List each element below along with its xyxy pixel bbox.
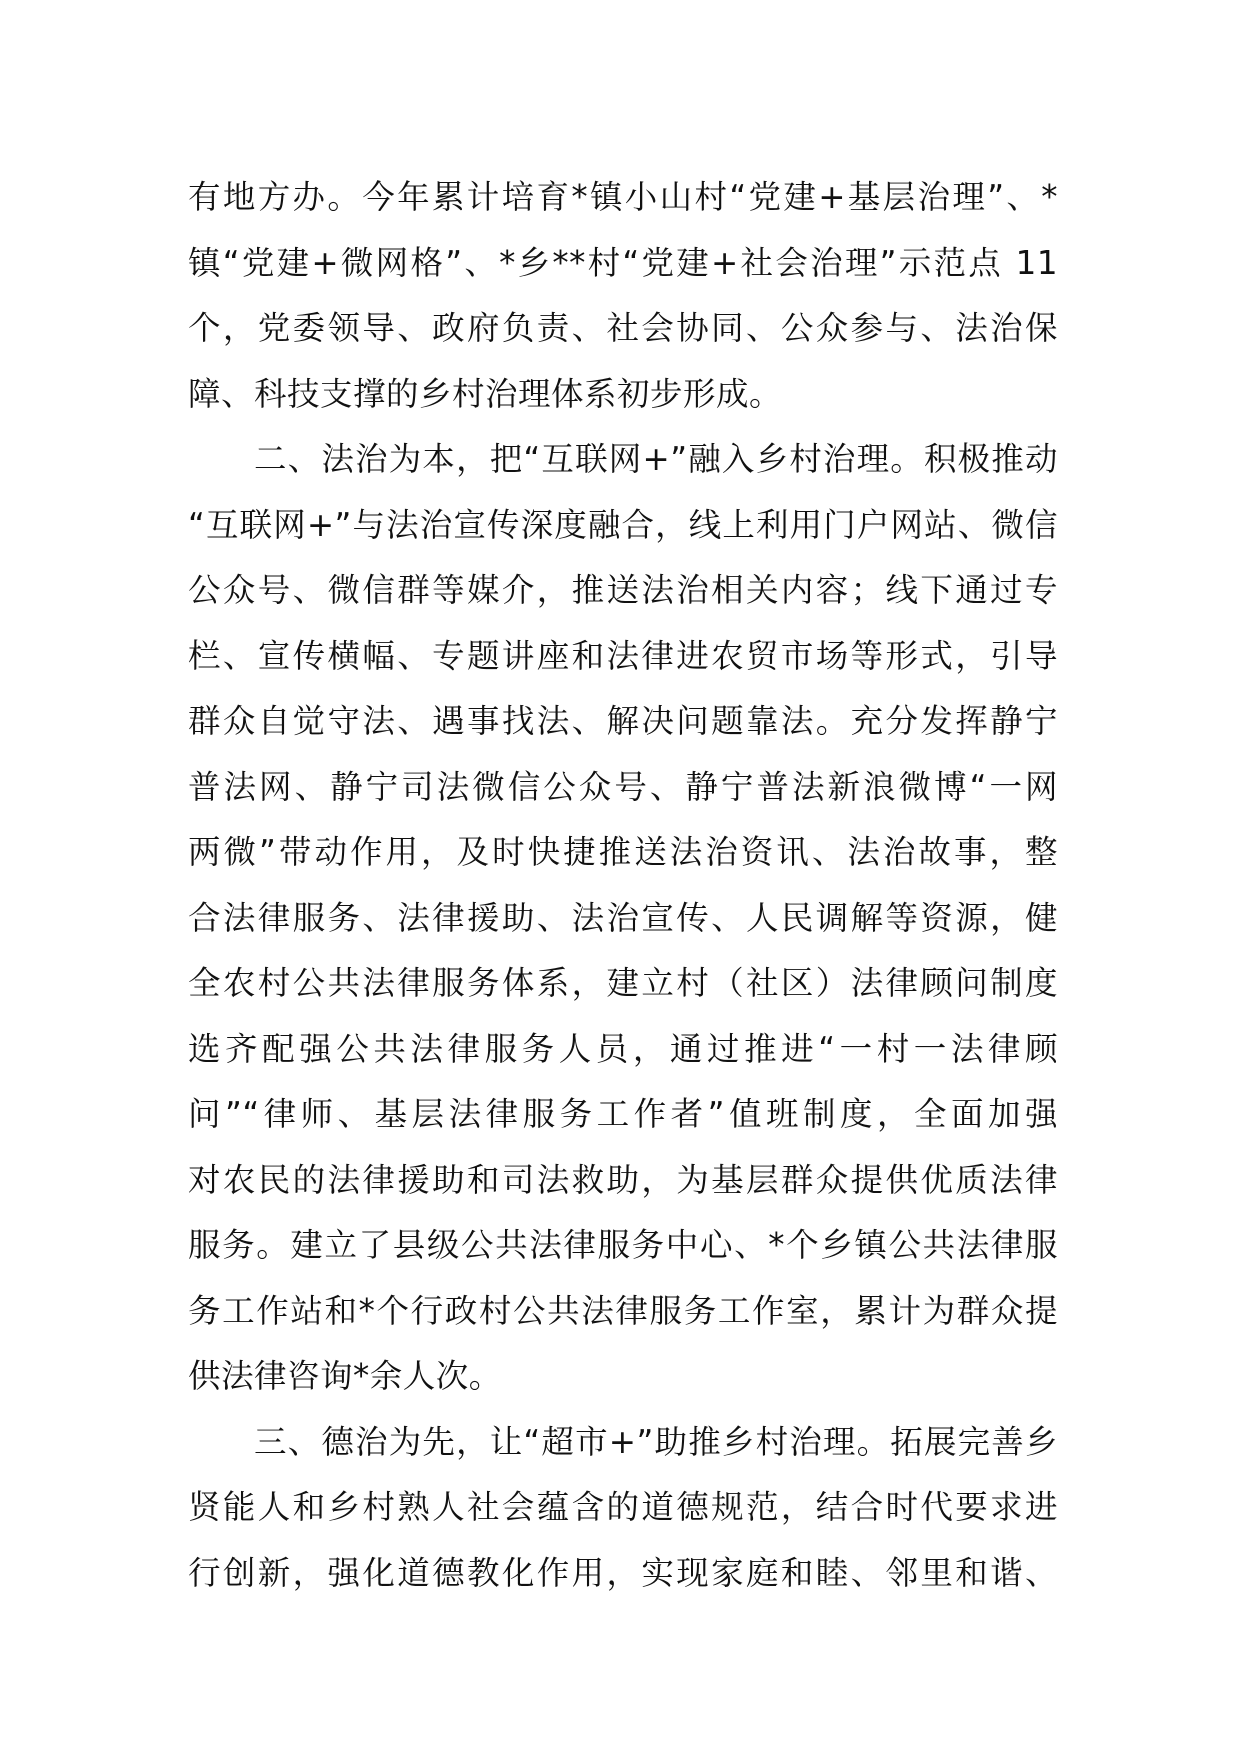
text-line: 选齐配强公共法律服务人员，通过推进“一村一法律顾 [188,1029,1058,1068]
text-line: 障、科技支撑的乡村治理体系初步形成。 [188,374,783,413]
text-line: 对农民的法律援助和司法救助，为基层群众提供优质法律 [188,1160,1058,1199]
text-line: 供法律咨询*余人次。 [188,1357,502,1395]
text-line: 公众号、微信群等媒介，推送法治相关内容；线下通过专 [188,571,1058,609]
body-text [188,165,1058,1606]
text-line: 合法律服务、法律援助、法治宣传、人民调解等资源，健 [188,898,1058,937]
text-line: 普法网、静宁司法微信公众号、静宁普法新浪微博“一网 [188,767,1058,806]
text-line: “互联网+”与法治宣传深度融合，线上利用门户网站、微信 [188,505,1058,544]
text-line: 行创新，强化道德教化作用，实现家庭和睦、邻里和谐、 [188,1553,1058,1592]
text-line: 有地方办。今年累计培育*镇小山村“党建+基层治理”、* [188,178,1058,216]
text-line: 贤能人和乡村熟人社会蕴含的道德规范，结合时代要求进 [188,1488,1058,1526]
text-line: 镇“党建+微网格”、*乡**村“党建+社会治理”示范点 11 [188,243,1058,282]
text-line: 务工作站和*个行政村公共法律服务工作室，累计为群众提 [188,1291,1058,1330]
text-line: 服务。建立了县级公共法律服务中心、*个乡镇公共法律服 [188,1226,1058,1264]
text-line: 二、法治为本，把“互联网+”融入乡村治理。积极推动 [254,440,1058,478]
text-line: 栏、宣传横幅、专题讲座和法律进农贸市场等形式，引导 [188,636,1058,675]
text-line: 群众自觉守法、遇事找法、解决问题靠法。充分发挥静宁 [188,702,1058,740]
text-line: 三、德治为先，让“超市+”助推乡村治理。拓展完善乡 [254,1422,1058,1461]
text-line: 两微”带动作用，及时快捷推送法治资讯、法治故事，整 [188,833,1058,871]
text-line: 个，党委领导、政府负责、社会协同、公众参与、法治保 [188,309,1058,347]
text-line: 问”“律师、基层法律服务工作者”值班制度，全面加强 [188,1095,1058,1133]
text-line: 全农村公共法律服务体系，建立村（社区）法律顾问制度 [188,964,1058,1002]
